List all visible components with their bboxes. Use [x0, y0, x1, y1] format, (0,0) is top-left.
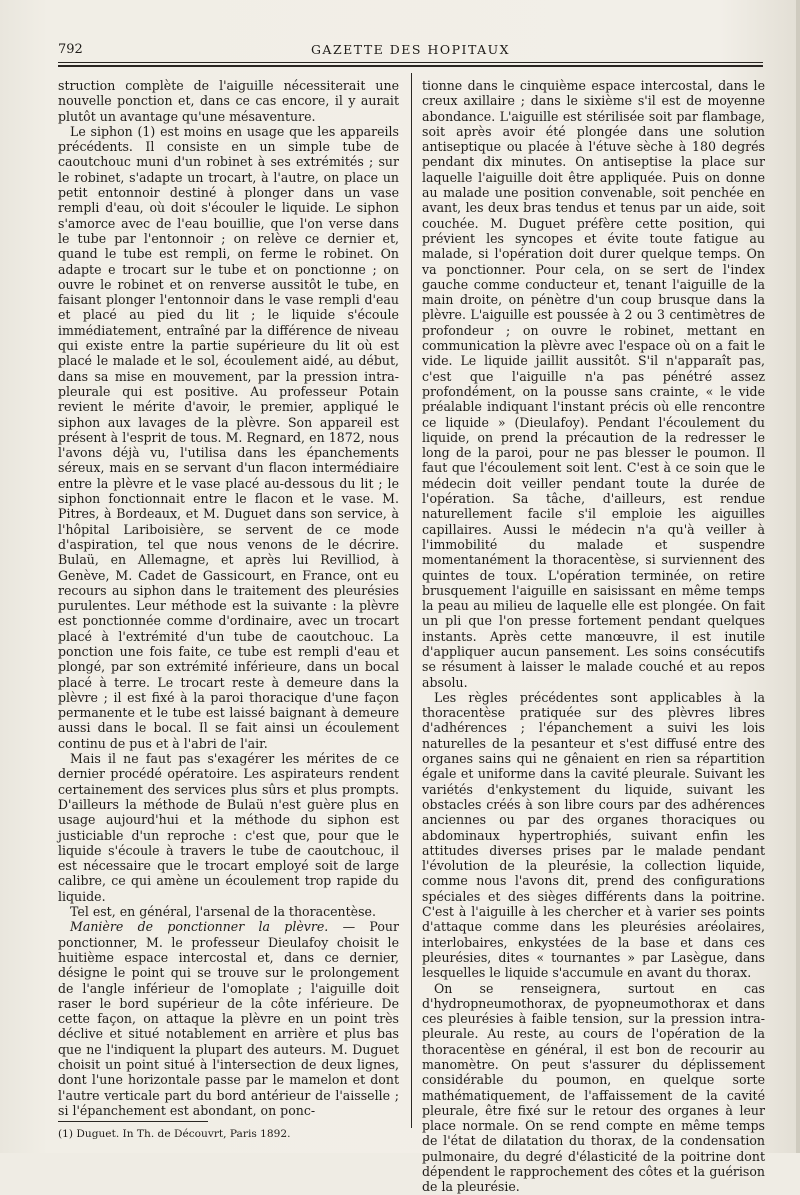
paragraph: Les règles précédentes sont applicables à la thoracentèse pratiquée sur des plèvres libres d'adhérences ; l'épanchement a suivi les lois naturelles de la pesanteur et s'est diffusé entre des organes sains qui ne gênaient en rien sa répartition égale et uniforme dans la cavité pleurale. Suivant les variétés d'enkystement du liquide, suivant les obstacles créés à son libre cours par des adhérences anciennes ou par des organes thoraciques ou abdominaux hypertrophiés, suivant enfin les attitudes diverses prises par le malade pendant l'évolution de la pleurésie, la collection liquide, comme nous l'avons dit, prend des configurations spéciales et des sièges différents dans la poitrine. C'est à l'aiguille à les chercher et à varier ses points d'attaque comme dans les pleurésies aréolaires, interlobaires, enkystées de la base et dans ces pleurésies, dites « tournantes » par Lasègue, dans lesquelles le liquide s'accumule en avant du thorax.: [422, 689, 765, 981]
paragraph: Tel est, en général, l'arsenal de la thoracentèse.: [70, 904, 376, 920]
right-column: [422, 78, 765, 1195]
footnote-rule: [58, 1121, 208, 1122]
section-text: — Pour ponctionner, M. le professeur Dieulafoy choisit le huitième espace intercostal et, dans ce dernier, désigne le point qui se trouve sur le prolongement de l'angle inférieur de l'omoplate ; l'aiguille doit raser le bord supérieur de la côte inférieure. De cette façon, on attaque la plèvre en un point très déclive et situé notablement en arrière et plus bas que ne l'indiquent la plupart des auteurs. M. Duguet choisit un point situé à l'intersection de deux lignes, dont l'une horizontale passe par le mamelon et dont l'autre verticale part du bord antérieur de l'aisselle ; si l'épanchement est abondant, on ponc-: [58, 919, 399, 1118]
paragraph: Le siphon (1) est moins en usage que les appareils précédents. Il consiste en un simple tube de caoutchouc muni d'un robinet à ses extrémités ; sur le robinet, s'adapte un trocart, à l'autre, on place un petit entonnoir destiné à plonger dans un vase rempli d'eau, où doit s'écouler le liquide. Le siphon s'amorce avec de l'eau bouillie, que l'on verse dans le tube par l'entonnoir ; on relève ce dernier et, quand le tube est rempli, on ferme le robinet. On adapte e trocart sur le tube et on ponctionne ; on ouvre le robinet et on renverse aussitôt le tube, en faisant plonger l'entonnoir dans le vase rempli d'eau et placé au pied du lit ; le liquide s'écoule immédiatement, entraîné par la différence de niveau qui existe entre la partie supérieure du lit où est placé le malade et le sol, écoulement aidé, au début, dans sa mise en mouvement, par la pression intra-pleurale qui est positive. Au professeur Potain revient le mérite d'avoir, le premier, appliqué le siphon aux lavages de la plèvre. Son appareil est présent à l'esprit de tous. M. Regnard, en 1872, nous l'avons déjà vu, l'utilisa dans les épanchements séreux, mais en se servant d'un flacon intermédiaire entre la plèvre et le vase placé au-dessous du lit ; le siphon fonctionnait entre le flacon et le vase. M. Pitres, à Bordeaux, et M. Duguet dans son service, à l'hôpital Lariboisière, se servent de ce mode d'aspiration, tel que nous venons de le décrire. Bulaü, en Allemagne, et après lui Revilliod, à Genève, M. Cadet de Gassicourt, en France, ont eu recours au siphon dans le traitement des pleurésies purulentes. Leur méthode est la suivante : la plèvre est ponctionnée comme d'ordinaire, avec un trocart placé à l'extrémité d'un tube de caoutchouc. La ponction une fois faite, ce tube est rempli d'eau et plongé, par son extrémité inférieure, dans un bocal placé à terre. Le trocart reste à demeure dans la plèvre ; il est fixé à la paroi thoracique d'une façon permanente et le tube est laissé baignant à demeure aussi dans le bocal. Il se fait ainsi un écoulement continu de pus et à l'abri de l'air.: [58, 123, 399, 751]
section-heading: Manière de ponctionner la plèvre.: [70, 919, 329, 935]
paragraph: struction complète de l'aiguille nécessiterait une nouvelle ponction et, dans ce cas encore, il y aurait plutôt un avantage qu'une mésaventure.: [58, 78, 399, 124]
column-divider: [411, 73, 412, 1128]
left-column: [58, 78, 399, 1118]
page-number: 792: [58, 42, 83, 57]
page-header: [58, 42, 763, 62]
journal-title: GAZETTE DES HOPITAUX: [310, 42, 511, 57]
section-paragraph: [58, 919, 399, 1118]
paragraph: tionne dans le cinquième espace intercostal, dans le creux axillaire ; dans le sixième s'il est de moyenne abondance. L'aiguille est stérilisée soit par flambage, soit après avoir été plongée dans une solution antiseptique ou placée à l'étuve sèche à 180 degrés pendant dix minutes. On antiseptise la place sur laquelle l'aiguille doit être appliquée. Puis on donne au malade une position convenable, soit penchée en avant, les deux bras tendus et tenus par un aide, soit couchée. M. Duguet préfère cette position, qui prévient les syncopes et évite toute fatigue au malade, si l'opération doit durer quelque temps. On va ponctionner. Pour cela, on se sert de l'index gauche comme conducteur et, tenant l'aiguille de la main droite, on pénètre d'un coup brusque dans la plèvre. L'aiguille est poussée à 2 ou 3 centimètres de profondeur ; on ouvre le robinet, mettant en communication la plèvre avec l'espace où on a fait le vide. Le liquide jaillit aussitôt. S'il n'apparaît pas, c'est que l'aiguille n'a pas pénétré assez profondément, on la pousse sans crainte, « le vide préalable indiquant l'instant précis où elle rencontre ce liquide » (Dieulafoy). Pendant l'écoulement du liquide, on prend la précaution de la redresser le long de la paroi, pour ne pas blesser le poumon. Il faut que l'écoulement soit lent. C'est à ce soin que le médecin doit veiller pendant toute la durée de l'opération. Sa tâche, d'ailleurs, est rendue naturellement facile s'il emploie les aiguilles capillaires. Aussi le médecin n'a qu'à veiller à l'immobilité du malade et suspendre momentanément la thoracentèse, si surviennent des quintes de toux. L'opération terminée, on retire brusquement l'aiguille en saisissant en même temps la peau au milieu de laquelle elle est plongée. On fait un pli que l'on presse fortement pendant quelques instants. Après cette manœuvre, il est inutile d'appliquer aucun pansement. Les soins consécutifs se résument à laisser le malade couché et au repos absolu.: [422, 78, 765, 690]
paragraph: Mais il ne faut pas s'exagérer les mérites de ce dernier procédé opératoire. Les aspirateurs rendent certainement des services plus sûrs et plus prompts. D'ailleurs la méthode de Bulaü n'est guère plus en usage aujourd'hui et la méthode du siphon est justiciable d'un reproche : c'est que, pour que le liquide s'écoule à travers le tube de caoutchouc, il est nécessaire que le trocart employé soit de large calibre, ce qui amène un écoulement trop rapide du liquide.: [58, 751, 399, 904]
footnote: (1) Duguet. In Th. de Découvrt, Paris 1892.: [58, 1128, 291, 1140]
page-edge: [796, 0, 800, 1153]
header-rule-thin: [58, 62, 763, 63]
paragraph: On se renseignera, surtout en cas d'hydropneumothorax, de pyopneumothorax et dans ces pleurésies à faible tension, sur la pression intra-pleurale. Au reste, au cours de l'opération de la thoracentèse en général, il est bon de recourir au manomètre. On peut s'assurer du déplissement considérable du poumon, en quelque sorte mathématiquement, de l'affaissement de la cavité pleurale, être fixé sur le retour des organes à leur place normale. On se rend compte en même temps de l'état de dilatation du thorax, de la condensation pulmonaire, du degré d'élasticité de la poitrine dont dépendent le rapprochement des côtes et la guérison de la pleurésie.: [422, 980, 765, 1195]
header-rule-thick: [58, 65, 763, 67]
